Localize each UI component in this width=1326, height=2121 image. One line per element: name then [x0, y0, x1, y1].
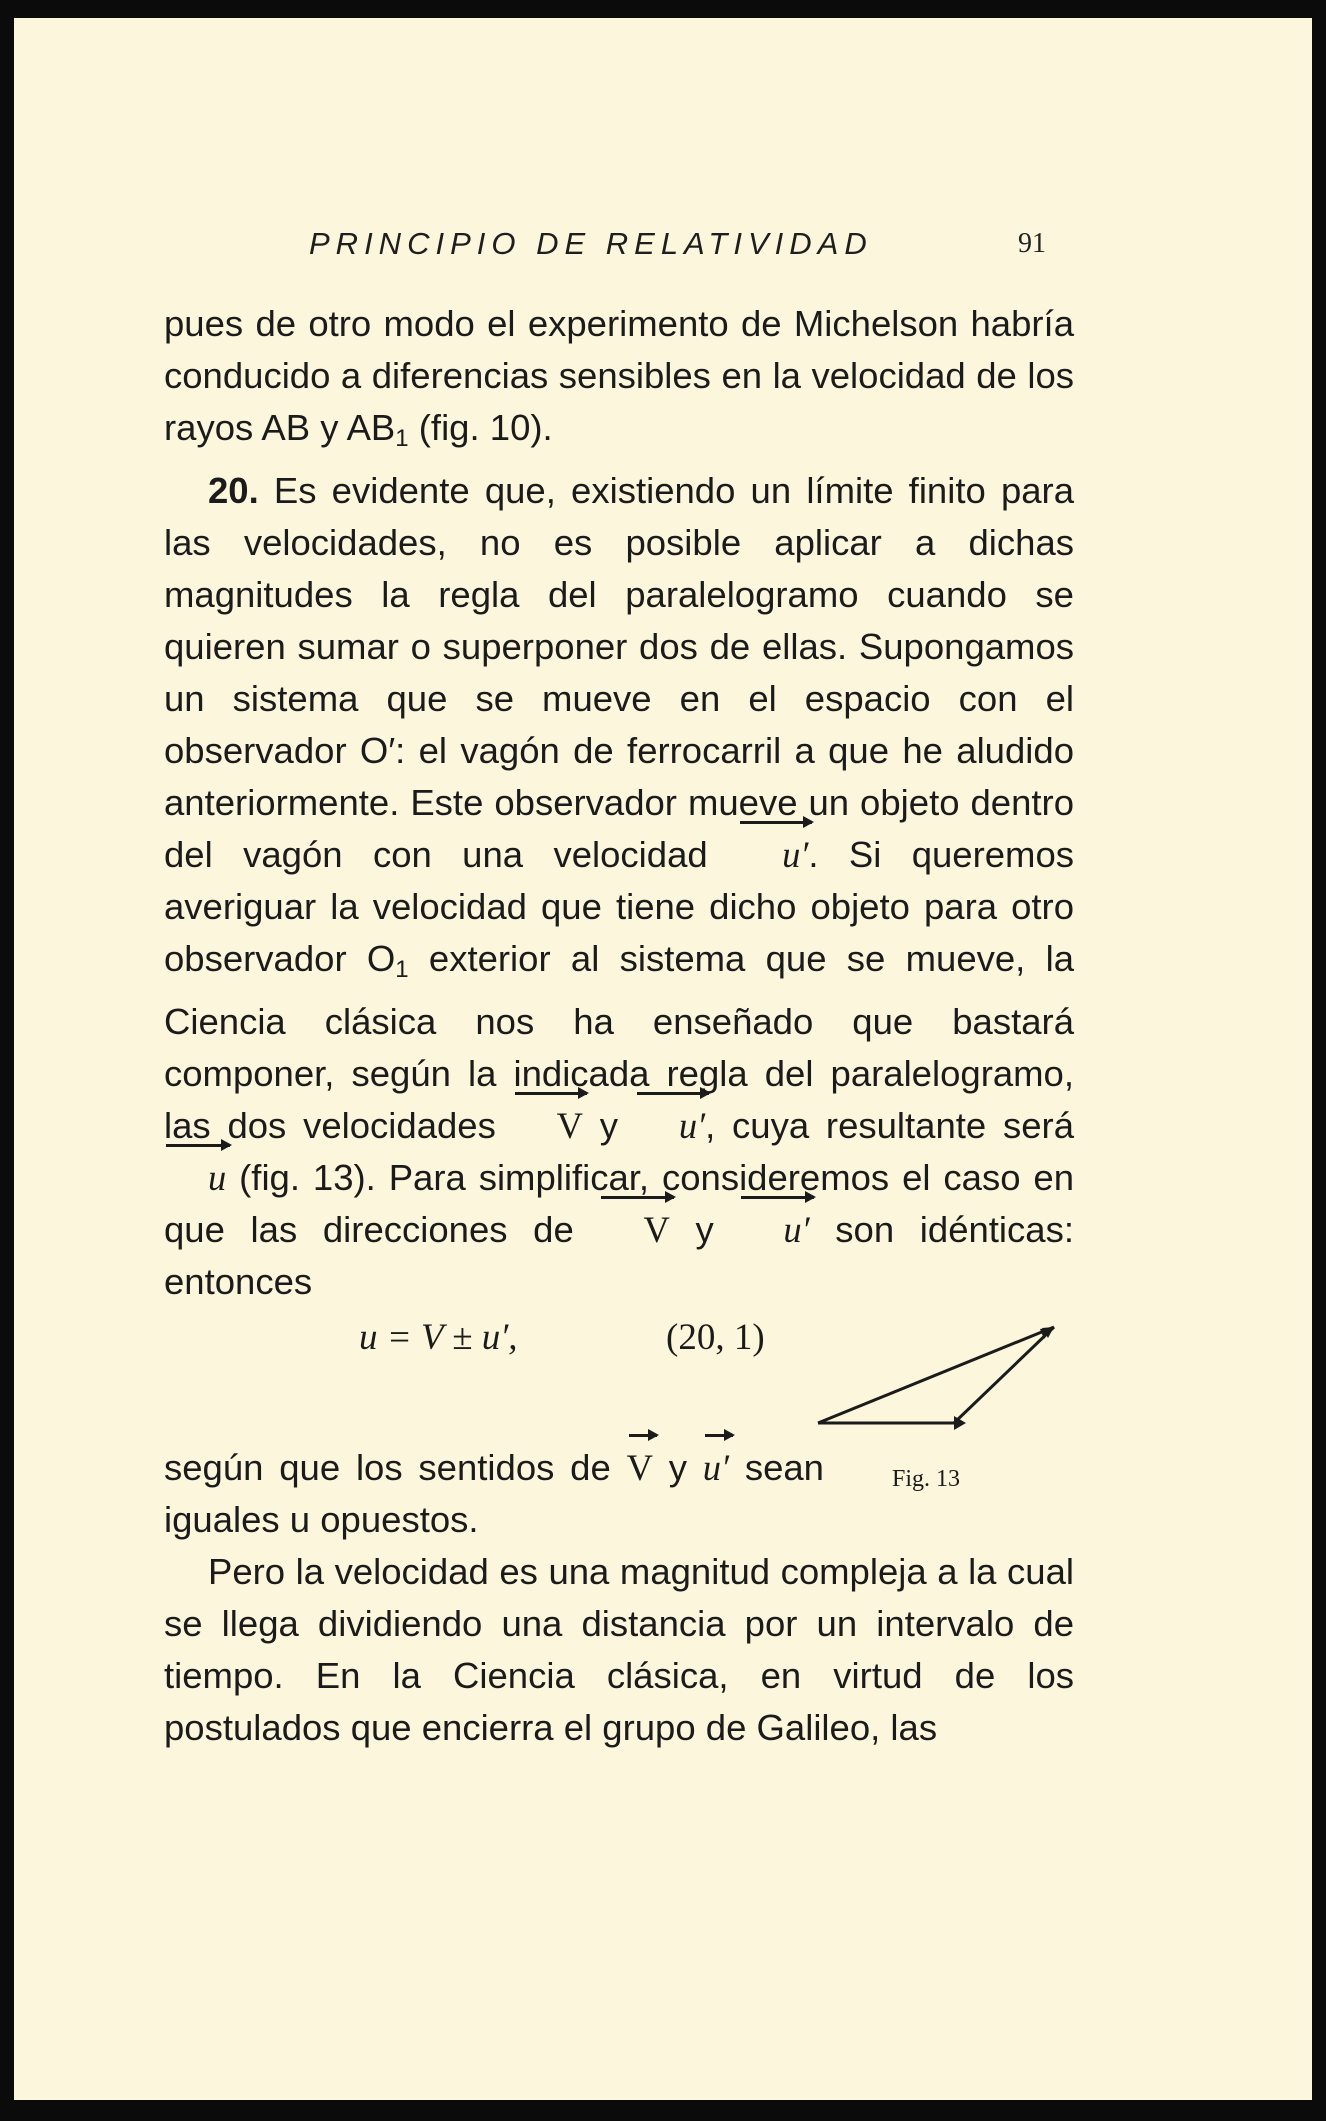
paragraph-3: [164, 1442, 824, 1546]
paragraph-1-text: pues de otro modo el experimento de Michelson habría conducido a diferencias sensibles en la velocidad de los rayos AB y AB: [164, 303, 1074, 448]
body-text-bottom: [164, 1546, 1074, 1754]
vector-V: V: [513, 1100, 583, 1152]
running-title: PRINCIPIO DE RELATIVIDAD: [309, 226, 873, 261]
conjunction: y: [583, 1105, 635, 1146]
paragraph-2-text-5: (fig. 13). Para simplificar, consideremos el caso en que las direcciones de: [164, 1157, 1074, 1250]
equation-expression: u = V ± u′,: [359, 1317, 518, 1358]
vector-V: V: [627, 1442, 653, 1494]
paragraph-3-text-2: sean iguales u opuestos.: [164, 1447, 824, 1540]
conjunction: y: [652, 1447, 703, 1488]
paragraph-4: Pero la velocidad es una magnitud compleja a la cual se llega dividiendo una distancia por un intervalo de tiempo. En la Ciencia clásica, en virtud de los postulados que encierra el grupo de Galileo, las: [164, 1551, 1074, 1748]
figure-13-vector-triangle: [800, 1298, 1070, 1458]
vector-u-prime: u′: [703, 1442, 729, 1494]
paragraph-2-text-1: Es evidente que, existiendo un límite finito para las velocidades, no es posible aplicar a dichas magnitudes la regla del paralelogramo cuando se quieren sumar o superponer dos de ellas. Supongamos un sistema que se mueve en el espacio con el observador O′: el vagón de ferrocarril a que he aludido anteriormente. Este observador mueve un objeto dentro del vagón con una velocidad: [164, 470, 1074, 875]
vector-u-line: [818, 1327, 1054, 1423]
paragraph-2-text-4: , cuya resultante será: [705, 1105, 1074, 1146]
vector-u-prime-line: [954, 1327, 1054, 1423]
paragraph-1-end: (fig. 10).: [408, 407, 553, 448]
paragraph-2: [164, 465, 1074, 1308]
equation-label: (20, 1): [666, 1317, 765, 1358]
paragraph-1: [164, 298, 1074, 465]
paragraph-2-text-2: . Si queremos averiguar la velocidad que tiene dicho objeto para otro observador O: [164, 834, 1074, 979]
paragraph-2-text-6: son idénticas: entonces: [164, 1209, 1074, 1302]
subscript: 1: [395, 425, 409, 452]
section-number: 20.: [208, 470, 259, 511]
subscript: 1: [395, 956, 409, 983]
figure-caption: Fig. 13: [892, 1466, 961, 1492]
paragraph-2-text-3: exterior al sistema que se mueve, la Ciencia clásica nos ha enseñado que bastará componer, según la indicada regla del paralelogramo, las dos velocidades: [164, 938, 1074, 1146]
vector-V: V: [599, 1204, 669, 1256]
page-number: 91: [1018, 228, 1046, 259]
vector-u-prime: u′: [738, 829, 808, 881]
vector-u-prime: u′: [635, 1100, 705, 1152]
body-text-top: [164, 298, 1074, 1308]
conjunction: y: [669, 1209, 740, 1250]
vector-u-prime: u′: [739, 1204, 809, 1256]
equation-20-1: [359, 1316, 765, 1359]
body-text-beside-figure: [164, 1442, 824, 1546]
book-page: [14, 18, 1312, 2100]
page-header: [14, 226, 1312, 266]
vector-u: u: [164, 1152, 226, 1204]
paragraph-3-text-1: según que los sentidos de: [164, 1447, 627, 1488]
